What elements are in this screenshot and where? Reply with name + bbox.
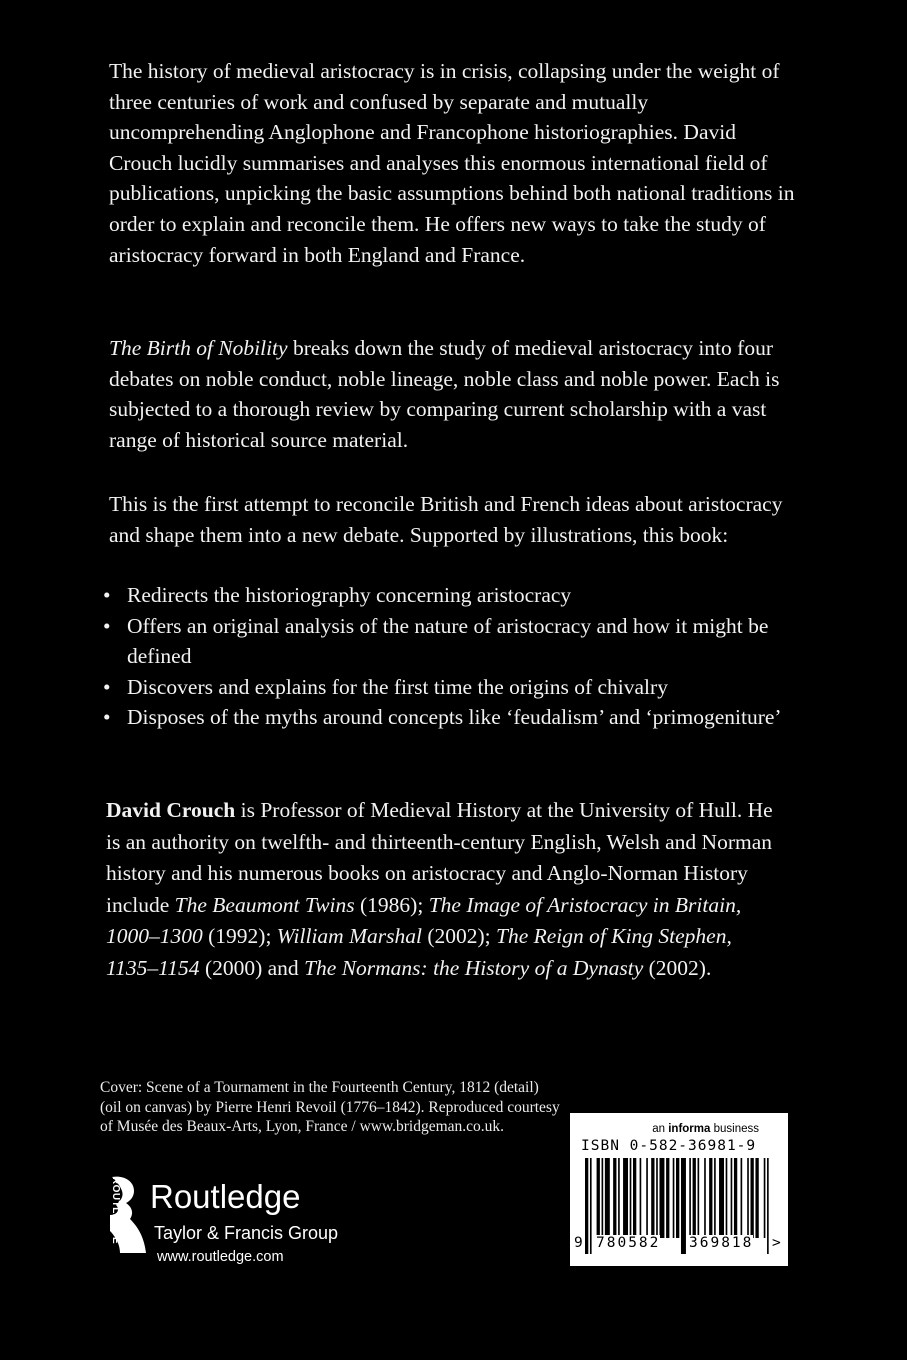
feature-text: Discovers and explains for the first time the origins of chivalry bbox=[127, 674, 668, 699]
book-title: The Image of Aristocracy in Britain, 1000–1300 bbox=[106, 892, 742, 948]
publisher-group: Taylor & Francis Group bbox=[154, 1223, 339, 1243]
author-bio-text: (2000) and bbox=[199, 955, 305, 980]
barcode-panel bbox=[570, 1113, 788, 1266]
barcode-bar bbox=[747, 1158, 749, 1238]
book-title: The Birth of Nobility bbox=[109, 336, 288, 360]
ean-arrow: > bbox=[772, 1235, 781, 1251]
barcode-bar bbox=[734, 1158, 737, 1238]
barcode-bar bbox=[656, 1158, 658, 1238]
barcode-bar bbox=[597, 1158, 600, 1238]
tagline-text: an bbox=[652, 1123, 669, 1135]
author-bio-text: (1992); bbox=[202, 924, 277, 948]
author-bio-text: is Professor of Medieval History at the University of Hull. He is an authority on twelfth- and thirteenth-century English, Welsh and Norman history and his numerous books on aristocracy and Anglo-Norman History include bbox=[106, 798, 773, 917]
feature-list-item bbox=[103, 611, 793, 672]
ean-digits bbox=[574, 1235, 786, 1257]
feature-list-item bbox=[103, 580, 793, 611]
barcode-bar bbox=[693, 1158, 696, 1238]
barcode-bar bbox=[618, 1158, 620, 1238]
barcode-bar bbox=[698, 1158, 700, 1238]
informa-tagline bbox=[652, 1123, 759, 1135]
author-bio-text: (1986); bbox=[354, 892, 429, 917]
barcode-bar bbox=[689, 1158, 691, 1238]
author-bio bbox=[106, 795, 786, 984]
feature-text: Offers an original analysis of the nature of aristocracy and how it might be defined bbox=[127, 613, 769, 669]
blurb-paragraph-intro: The history of medieval aristocracy is in crisis, collapsing under the weight of three centuries of work and confused by separate and mutually uncomprehending Anglophone and Francophone historiographies. David Crouch lucidly summarises and analyses this enormous international field of publications, unpicking the basic assumptions behind both national traditions in order to explain and reconcile them. He offers new ways to take the study of aristocracy forward in both England and France. bbox=[109, 59, 795, 267]
bullet-icon: • bbox=[103, 705, 111, 730]
isbn-number: ISBN 0-582-36981-9 bbox=[581, 1138, 757, 1154]
ean-left-digits: 780582 bbox=[596, 1235, 661, 1251]
tagline-brand: informa bbox=[668, 1123, 711, 1135]
barcode-bar bbox=[646, 1158, 648, 1238]
barcode-bar bbox=[605, 1158, 610, 1238]
feature-list-item bbox=[103, 702, 793, 733]
barcode-bar bbox=[750, 1158, 753, 1238]
bullet-icon: • bbox=[103, 583, 111, 607]
barcode-bar bbox=[666, 1158, 669, 1238]
barcode-bar bbox=[731, 1158, 733, 1238]
tagline-text: business bbox=[710, 1123, 759, 1135]
barcode-bar bbox=[714, 1158, 716, 1238]
bullet-icon: • bbox=[103, 674, 111, 699]
publisher-logo bbox=[90, 1175, 390, 1270]
book-title: The Reign of King Stephen, 1135–1154 bbox=[106, 924, 732, 980]
barcode-bar bbox=[676, 1158, 679, 1238]
bullet-icon: • bbox=[103, 613, 111, 638]
feature-list bbox=[103, 580, 793, 733]
barcode-bar bbox=[755, 1158, 758, 1238]
barcode-bar bbox=[613, 1158, 616, 1238]
ean-right-digits: 369818 bbox=[689, 1235, 754, 1251]
barcode-bar bbox=[709, 1158, 712, 1238]
barcode-bar bbox=[659, 1158, 664, 1238]
barcode-bar bbox=[602, 1158, 604, 1238]
feature-text: Redirects the historiography concerning aristocracy bbox=[127, 583, 572, 607]
barcode-bar bbox=[704, 1158, 706, 1238]
barcode-bar bbox=[633, 1158, 636, 1238]
barcode-bar bbox=[726, 1158, 728, 1238]
book-title: The Beaumont Twins bbox=[174, 892, 355, 917]
book-title: William Marshal bbox=[276, 924, 422, 948]
author-bio-text: (2002). bbox=[643, 955, 712, 980]
barcode-bar bbox=[630, 1158, 632, 1238]
publisher-url: www.routledge.com bbox=[157, 1249, 284, 1265]
cover-credit: Cover: Scene of a Tournament in the Fourteenth Century, 1812 (detail) (oil on canvas) by Pierre Henri Revoil (1776–1842). Reproduced courtesy of Musée des Beaux-Arts, Lyon, France / www.bridgeman.co.uk. bbox=[100, 1079, 560, 1136]
blurb-paragraph-first-attempt: This is the first attempt to reconcile British and French ideas about aristocracy and shape them into a new debate. Supported by illustrations, this book: bbox=[109, 492, 783, 547]
author-name: David Crouch bbox=[106, 798, 236, 822]
barcode-bar bbox=[741, 1158, 743, 1238]
publisher-vertical-wordmark: ROUTLEDGE bbox=[110, 1176, 122, 1245]
barcode-bar bbox=[719, 1158, 724, 1238]
book-title: The Normans: the History of a Dynasty bbox=[304, 955, 644, 980]
author-bio-text: (2002); bbox=[421, 924, 496, 948]
barcode-bar bbox=[673, 1158, 675, 1238]
barcode-bar bbox=[764, 1158, 766, 1238]
feature-text: Disposes of the myths around concepts like ‘feudalism’ and ‘primogeniture’ bbox=[127, 705, 782, 730]
barcode-bar bbox=[623, 1158, 628, 1238]
blurb-paragraph-debates bbox=[109, 333, 799, 455]
barcode-bar bbox=[640, 1158, 642, 1238]
ean-first-digit: 9 bbox=[574, 1235, 583, 1251]
barcode-bar bbox=[651, 1158, 654, 1238]
feature-list-item bbox=[103, 672, 793, 703]
blurb-paragraph-debates-text: breaks down the study of medieval aristocracy into four debates on noble conduct, noble lineage, noble class and noble power. Each is subjected to a thorough review by comparing current scholarship with a vast range of historical source material. bbox=[109, 336, 780, 452]
publisher-name: Routledge bbox=[150, 1178, 301, 1215]
